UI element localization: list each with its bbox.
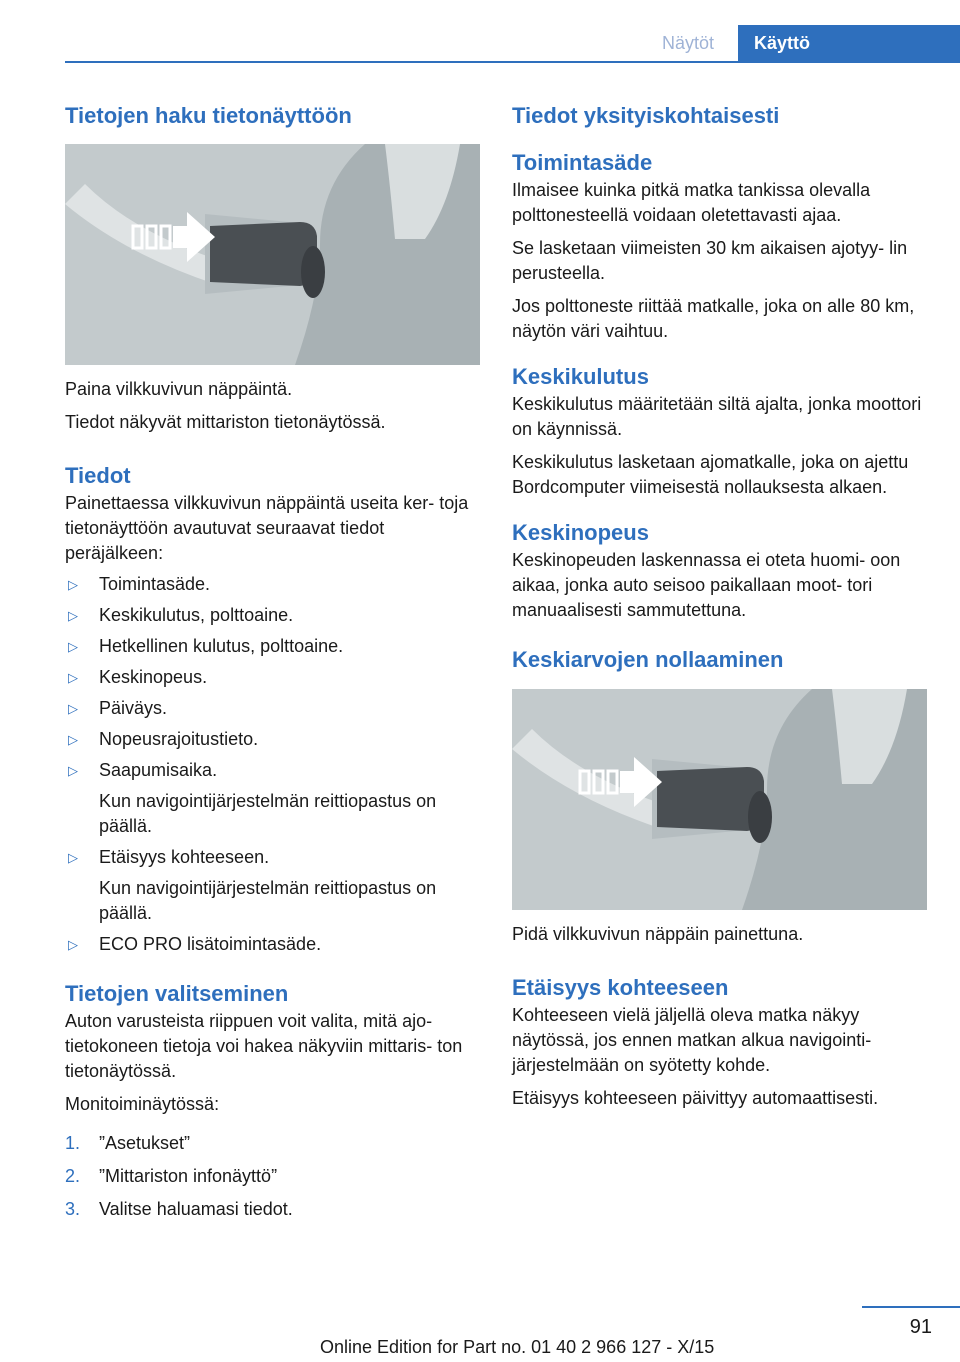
paragraph-tiedot: Painettaessa vilkkuvivun näppäintä useita ker- toja tietonäyttöön avautuvat seuraavat tiedot peräjälkeen: xyxy=(65,493,469,563)
steps-list xyxy=(65,1131,480,1222)
triangle-bullet-icon: ▷ xyxy=(68,670,78,685)
list-item-note: Kun navigointijärjestelmän reittiopastus on päällä. xyxy=(99,791,437,836)
list-item: 2. ”Mittariston infonäyttö” xyxy=(65,1166,278,1186)
paragraph: Ilmaisee kuinka pitkä matka tankissa olevalla polttonesteellä voidaan oletettavasti ajaa. xyxy=(512,180,871,225)
triangle-bullet-icon: ▷ xyxy=(68,577,78,592)
list-item: ▷ Hetkellinen kulutus, polttoaine. xyxy=(65,634,480,659)
tab-kaytto[interactable]: Käyttö xyxy=(738,25,960,62)
subheading-keskinopeus: Keskinopeus xyxy=(512,520,649,545)
stalk-reset-illustration xyxy=(512,689,927,910)
caption-pida: Pidä vilkkuvivun näppäin painettuna. xyxy=(512,924,804,944)
list-item: ▷ Saapumisaika. Kun navigointijärjestelmän reittiopastus on päällä. xyxy=(65,758,480,839)
list-item: ▷ Toimintasäde. xyxy=(65,572,480,597)
info-list xyxy=(65,572,480,957)
list-item: 1. ”Asetukset” xyxy=(65,1133,191,1153)
header-rule xyxy=(65,61,960,63)
list-item: ▷ ECO PRO lisätoimintasäde. xyxy=(65,932,480,957)
subheading-etaisyys-kohteeseen: Etäisyys kohteeseen xyxy=(512,975,729,1000)
paragraph: Keskikulutus lasketaan ajomatkalle, joka on ajettu Bordcomputer viimeisestä nollauksesta alkaen. xyxy=(512,452,909,497)
list-item: ▷ Päiväys. xyxy=(65,696,480,721)
edition-footer: Online Edition for Part no. 01 40 2 966 127 - X/15 xyxy=(320,1337,715,1357)
triangle-bullet-icon: ▷ xyxy=(68,639,78,654)
paragraph: Kohteeseen vielä jäljellä oleva matka näkyy näytössä, jos ennen matkan alkua navigointi- järjestelmään on syötetty kohde. xyxy=(512,1005,872,1075)
list-item: ▷ Nopeusrajoitustieto. xyxy=(65,727,480,752)
section-heading-yksityiskohtaisesti: Tiedot yksityiskohtaisesti xyxy=(512,103,780,128)
paragraph: Etäisyys kohteeseen päivittyy automaattisesti. xyxy=(512,1088,879,1108)
list-item: ▷ Etäisyys kohteeseen. Kun navigointijärjestelmän reittiopastus on päällä. xyxy=(65,845,480,926)
stalk-button-illustration xyxy=(65,144,480,365)
caption-paina: Paina vilkkuvivun näppäintä. xyxy=(65,379,293,399)
subheading-toimintasade: Toimintasäde xyxy=(512,150,653,175)
paragraph-valitseminen: Auton varusteista riippuen voit valita, mitä ajo- tietokoneen tietoja voi hakea näkyviin mittaris- ton tietonäytössä. xyxy=(65,1011,463,1081)
list-item: ▷ Keskinopeus. xyxy=(65,665,480,690)
subheading-keskiarvojen-nollaaminen: Keskiarvojen nollaaminen xyxy=(512,647,784,672)
triangle-bullet-icon: ▷ xyxy=(68,763,78,778)
header-tabs xyxy=(638,25,960,62)
tab-naytot[interactable]: Näytöt xyxy=(661,33,715,53)
triangle-bullet-icon: ▷ xyxy=(68,701,78,716)
list-item: 3. Valitse haluamasi tiedot. xyxy=(65,1199,293,1219)
paragraph: Jos polttoneste riittää matkalle, joka on alle 80 km, näytön väri vaihtuu. xyxy=(512,296,915,341)
subheading-tiedot: Tiedot xyxy=(65,463,131,488)
list-item-note: Kun navigointijärjestelmän reittiopastus on päällä. xyxy=(99,878,437,923)
paragraph-monitoiminaytossa: Monitoiminäytössä: xyxy=(65,1094,220,1114)
triangle-bullet-icon: ▷ xyxy=(68,732,78,747)
paragraph: Se lasketaan viimeisten 30 km aikaisen ajotyy- lin perusteella. xyxy=(512,238,908,283)
list-item: ▷ Keskikulutus, polttoaine. xyxy=(65,603,480,628)
caption-tiedot-nakyvat: Tiedot näkyvät mittariston tietonäytössä. xyxy=(65,412,386,432)
triangle-bullet-icon: ▷ xyxy=(68,850,78,865)
subheading-tietojen-valitseminen: Tietojen valitseminen xyxy=(65,981,289,1006)
page-number: 91 xyxy=(909,1316,932,1338)
triangle-bullet-icon: ▷ xyxy=(68,937,78,952)
paragraph: Keskikulutus määritetään siltä ajalta, jonka moottori on käynnissä. xyxy=(512,394,922,439)
paragraph: Keskinopeuden laskennassa ei oteta huomi- oon aikaa, jonka auto seisoo paikallaan moot- tori manuaalisesti sammutettuna. xyxy=(512,550,901,620)
right-column xyxy=(512,100,927,1111)
subheading-keskikulutus: Keskikulutus xyxy=(512,364,649,389)
section-heading-tietojen-haku: Tietojen haku tietonäyttöön xyxy=(65,103,352,128)
page-number-rule xyxy=(862,1306,960,1308)
triangle-bullet-icon: ▷ xyxy=(68,608,78,623)
left-column xyxy=(65,100,480,1222)
